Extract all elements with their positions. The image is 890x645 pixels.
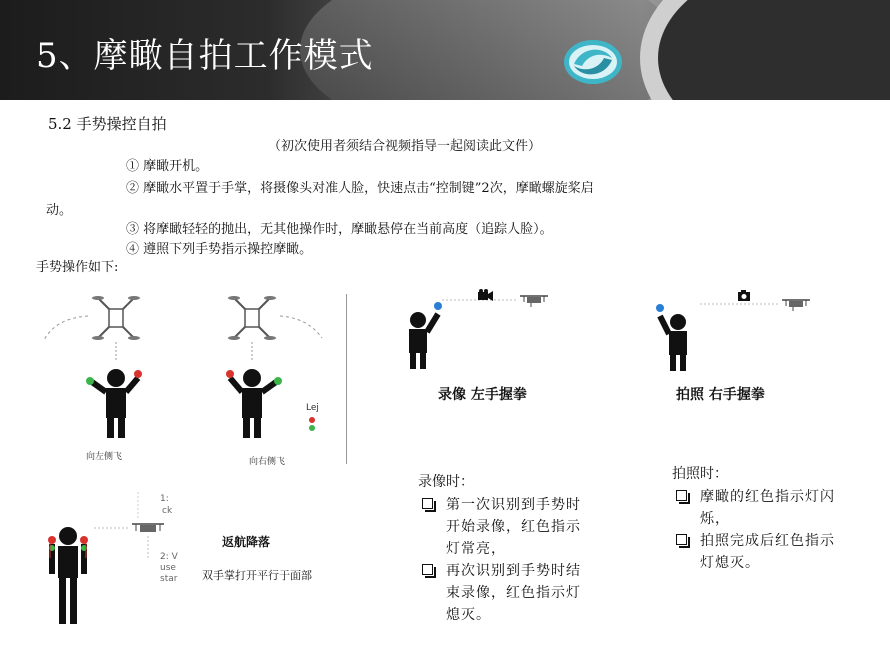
fly-left-label: 向左侧飞 (86, 452, 123, 462)
side-fly-illustration (36, 290, 336, 460)
photo-note (672, 464, 835, 574)
note-line: 开始录像，红色指示 (446, 519, 581, 535)
section-heading: 5.2 手势操控自拍 (48, 115, 167, 133)
note-line: 烁， (700, 511, 730, 527)
legend-label: Lej (306, 403, 319, 413)
side-note-2b: use (160, 563, 176, 573)
note-line: 束录像，红色指示灯 (446, 585, 581, 601)
checkbox-icon (676, 490, 687, 501)
side-note-2c: star (160, 574, 178, 584)
note-line: 摩瞰的红色指示灯闪 (700, 489, 835, 505)
camera-icon (738, 290, 750, 301)
drone-render-decoration-right (640, 0, 890, 100)
divider (346, 294, 347, 464)
green-indicator-dot (309, 425, 315, 431)
checkbox-icon (422, 498, 433, 509)
side-note-1a: 1: (160, 494, 169, 504)
gesture-intro: 手势操作如下: (36, 260, 119, 275)
note-line: 灯常亮， (446, 541, 506, 557)
step-1: ① 摩瞰开机。 (126, 159, 209, 174)
photo-caption: 拍照 右手握拳 (676, 387, 765, 403)
page-title: 5、摩瞰自拍工作模式 (36, 36, 374, 76)
step-2: ② 摩瞰水平置于手掌，将摄像头对准人脸，快速点击“控制键”2次，摩瞰螺旋桨启 (126, 181, 594, 196)
drone-icon-left (92, 296, 140, 340)
photo-gesture-illustration (650, 282, 820, 372)
record-note-item (418, 494, 581, 560)
return-land-caption: 返航降落 (222, 535, 271, 549)
note-line: 第一次识别到手势时 (446, 497, 581, 513)
record-caption: 录像 左手握拳 (438, 387, 527, 403)
photo-note-title: 拍照时： (672, 466, 728, 482)
step-4: ④ 遵照下列手势指示操控摩瞰。 (126, 242, 313, 257)
record-gesture-illustration (400, 282, 560, 372)
drone-side-icon-photo (782, 300, 810, 311)
fly-right-label: 向右侧飞 (249, 457, 286, 467)
photo-note-item (672, 530, 835, 574)
brand-logo-icon (562, 38, 624, 86)
checkbox-icon (422, 564, 433, 575)
side-note-2a: 2: V (160, 552, 178, 562)
record-note (418, 472, 581, 626)
person-right-figure (226, 369, 282, 438)
red-indicator-dot (309, 417, 315, 423)
checkbox-icon (676, 534, 687, 545)
section-subtitle: （初次使用者须结合视频指导一起阅读此文件） (268, 139, 542, 154)
note-line: 拍照完成后红色指示 (700, 533, 835, 549)
video-camera-icon (478, 289, 493, 301)
person-left-figure (86, 369, 142, 438)
step-3: ③ 将摩瞰轻轻的抛出，无其他操作时，摩瞰悬停在当前高度（追踪人脸）。 (126, 222, 553, 237)
drone-side-icon-return (132, 524, 164, 532)
drone-icon-right (228, 296, 276, 340)
record-note-title: 录像时： (418, 474, 474, 490)
header-banner (0, 0, 890, 100)
side-note-1b: ck (162, 506, 173, 516)
note-line: 熄灭。 (446, 607, 491, 623)
note-line: 再次识别到手势时结 (446, 563, 581, 579)
drone-side-icon (520, 296, 548, 307)
record-note-item (418, 560, 581, 626)
step-2-continued: 动。 (46, 203, 73, 218)
note-line: 灯熄灭。 (700, 555, 760, 571)
return-land-description: 双手掌打开平行于面部 (202, 569, 312, 582)
photo-note-item (672, 486, 835, 530)
